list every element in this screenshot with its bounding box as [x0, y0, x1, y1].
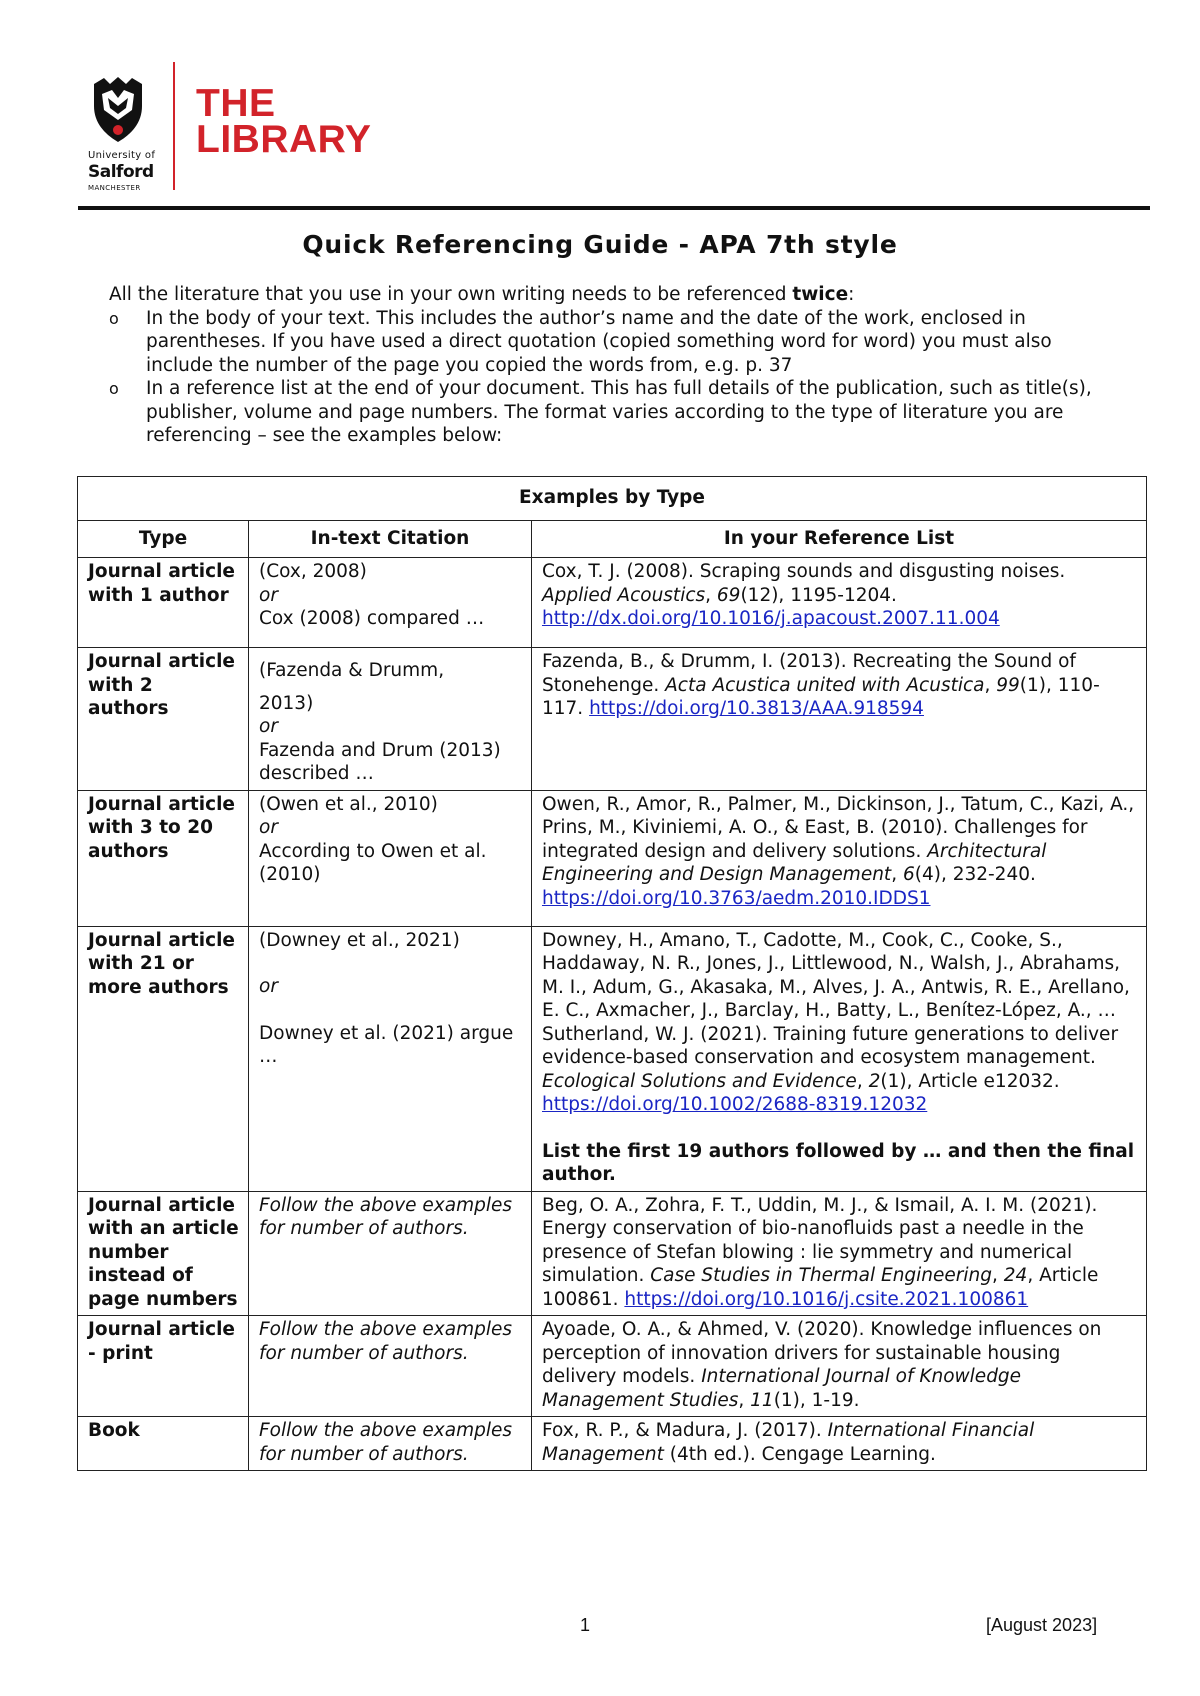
reference-text: Fazenda, B., & Drumm, I. (2013). Recreating the Sound of Stonehenge.: [542, 651, 1076, 696]
university-name-line3: MANCHESTER: [88, 184, 141, 192]
reference-sep: ,: [891, 864, 903, 885]
row-type: Journal article with 1 author: [78, 558, 249, 648]
header-citation: In-text Citation: [249, 520, 532, 558]
row-type: Journal article with an article number instead of page numbers: [78, 1191, 249, 1316]
doi-link[interactable]: https://doi.org/10.1016/j.csite.2021.100861: [624, 1288, 1029, 1310]
citation-or: or: [259, 817, 278, 838]
table-row: [78, 1316, 1147, 1417]
reference-volume: 69: [716, 584, 741, 606]
header-type: Type: [78, 520, 249, 558]
row-reference: [532, 926, 1147, 1191]
reference-spacer: [542, 1117, 1137, 1140]
doi-link[interactable]: https://doi.org/10.3813/AAA.918594: [589, 698, 924, 719]
reference-entry: [542, 929, 1137, 1117]
reference-text: Cox, T. J. (2008). Scraping sounds and disgusting noises.: [542, 561, 1066, 582]
header-divider: [173, 62, 175, 190]
intro-bullet-text: In the body of your text. This includes the author’s name and the date of the work, enclosed in parentheses. If you have used a direct quotation (copied something word for word) you must also include the number of the page you copied the words from, e.g. p. 37: [146, 307, 1052, 376]
citation-line: Cox (2008) compared …: [259, 608, 485, 629]
row-type: Journal article with 3 to 20 authors: [78, 790, 249, 926]
footer-date: [August 2023]: [986, 1615, 1098, 1635]
reference-text: Downey, H., Amano, T., Cadotte, M., Cook, C., Cooke, S., Haddaway, N. R., Jones, J., Littlewood, N., Walsh, J., Abrahams, M. I., Adum, G., Akasaka, M., Alves, J. A., Antwis, R. E., Arellano, E. C., Axmacher, J., Barclay, H., Batty, L., Benítez-López, A., … Sutherland, W. J. (2021). Training future generations to deliver evidence-based conservation and ecosystem management.: [542, 929, 1130, 1068]
header-reference: In your Reference List: [532, 520, 1147, 558]
table-row: [78, 926, 1147, 1191]
library-wordmark-line1: THE: [196, 82, 276, 125]
bullet-icon: o: [109, 379, 119, 398]
doi-link[interactable]: https://doi.org/10.1002/2688-8319.12032: [542, 1094, 928, 1115]
intro-bullet: [109, 307, 1099, 378]
citation-line: According to Owen et al. (2010): [259, 840, 487, 885]
library-wordmark-line2: LIBRARY: [196, 118, 372, 161]
reference-sep: ,: [856, 1070, 869, 1092]
row-reference: [532, 1316, 1147, 1417]
reference-book-title: International Financial Management: [542, 1420, 1035, 1465]
table-row: [78, 790, 1147, 926]
citation-or: or: [259, 716, 278, 737]
table-caption: Examples by Type: [78, 477, 1147, 521]
table-row: [78, 558, 1147, 648]
table-row: [78, 1191, 1147, 1316]
reference-journal: Architectural Engineering and Design Management: [542, 840, 1047, 885]
reference-volume: 2: [868, 1070, 881, 1092]
reference-journal: Applied Acoustics: [542, 584, 706, 606]
citation-line: (Fazenda & Drumm,: [259, 660, 445, 681]
row-type: Journal article - print: [78, 1316, 249, 1417]
university-logo: [88, 76, 158, 196]
reference-journal: Case Studies in Thermal Engineering: [650, 1265, 993, 1286]
reference-sep: ,: [992, 1265, 1004, 1286]
citation-line: (Cox, 2008): [259, 561, 367, 582]
reference-journal: Acta Acustica united with Acustica: [665, 674, 985, 696]
reference-pages: (1), 1-19.: [773, 1389, 860, 1411]
intro-lead: [109, 283, 1099, 307]
reference-publisher: (4th ed.). Cengage Learning.: [663, 1443, 936, 1465]
examples-table: [77, 476, 1147, 1471]
reference-journal: Ecological Solutions and Evidence: [542, 1070, 857, 1092]
reference-journal: International Journal of Knowledge Management Studies: [542, 1366, 1022, 1411]
citation-or: or: [259, 976, 278, 997]
university-crest-icon: [88, 76, 148, 146]
library-wordmark: [196, 82, 372, 161]
reference-pages: (1), Article e12032.: [880, 1070, 1060, 1092]
reference-volume: 6: [902, 864, 915, 885]
citation-spacer: [259, 952, 522, 975]
reference-note: List the first 19 authors followed by … and then the final author.: [542, 1140, 1135, 1185]
reference-pages: (1), 110-117.: [542, 674, 1100, 719]
intro-bullets: [109, 307, 1099, 448]
row-type: Journal article with 2 authors: [78, 648, 249, 791]
header-rule: [78, 206, 1150, 210]
reference-pages: , Article 100861.: [542, 1265, 1099, 1310]
row-citation: Follow the above examples for number of authors.: [249, 1191, 532, 1316]
table-header-row: [78, 520, 1147, 558]
row-type: Book: [78, 1417, 249, 1471]
doi-link[interactable]: https://doi.org/10.3763/aedm.2010.IDDS1: [542, 887, 931, 909]
row-citation: [249, 926, 532, 1191]
reference-sep: ,: [738, 1389, 751, 1411]
citation-or: or: [259, 584, 278, 606]
reference-sep: ,: [984, 674, 997, 696]
reference-pages: (12), 1195-1204.: [740, 584, 897, 606]
table-row: [78, 648, 1147, 791]
bullet-icon: o: [109, 308, 119, 328]
citation-line: Downey et al. (2021) argue …: [259, 1022, 514, 1067]
intro-lead-end: :: [848, 284, 855, 305]
page-header: [88, 60, 1148, 210]
university-name-line1: University of: [88, 150, 156, 161]
row-reference: [532, 790, 1147, 926]
table-row: [78, 1417, 1147, 1471]
row-type: Journal article with 21 or more authors: [78, 926, 249, 1191]
citation-line: (Downey et al., 2021): [259, 929, 460, 951]
row-reference: [532, 558, 1147, 648]
doi-link[interactable]: http://dx.doi.org/10.1016/j.apacoust.2007.11.004: [542, 608, 1000, 629]
row-reference: [532, 1191, 1147, 1316]
intro-lead-text: All the literature that you use in your own writing needs to be referenced: [109, 284, 793, 305]
reference-pages: (4), 232-240.: [914, 864, 1036, 885]
row-citation: [249, 648, 532, 791]
row-reference: [532, 1417, 1147, 1471]
intro-bullet-text: In a reference list at the end of your document. This has full details of the publication, such as title(s), publisher, volume and page numbers. The format varies according to the type of literature you are referencing – see the examples below:: [146, 378, 1092, 446]
reference-text: Fox, R. P., & Madura, J. (2017).: [542, 1420, 828, 1441]
reference-text: Beg, O. A., Zohra, F. T., Uddin, M. J., & Ismail, A. I. M. (2021). Energy conservation of bio-nanofluids past a needle in the presence of Stefan blowing : lie symmetry and numerical simulation.: [542, 1194, 1098, 1286]
citation-line: Fazenda and Drum (2013) described …: [259, 739, 501, 784]
reference-volume: 11: [750, 1389, 774, 1411]
reference-text: Owen, R., Amor, R., Palmer, M., Dickinson, J., Tatum, C., Kazi, A., Prins, M., Kiviniemi, A. O., & East, B. (2010). Challenges for integrated design and delivery solutions.: [542, 793, 1135, 862]
row-citation: Follow the above examples for number of authors.: [249, 1316, 532, 1417]
page-title: Quick Referencing Guide - APA 7th style: [302, 230, 898, 259]
intro-bullet: [109, 377, 1099, 448]
reference-text: Ayoade, O. A., & Ahmed, V. (2020). Knowledge influences on perception of innovation drivers for sustainable housing delivery models.: [542, 1319, 1102, 1387]
row-reference: [532, 648, 1147, 791]
row-citation: Follow the above examples for number of authors.: [249, 1417, 532, 1471]
page-number: 1: [580, 1615, 591, 1635]
row-citation: [249, 790, 532, 926]
reference-volume: 99: [996, 674, 1020, 696]
citation-spacer: [259, 999, 522, 1022]
citation-line: (Owen et al., 2010): [259, 793, 438, 815]
intro-section: [109, 283, 1099, 448]
table-caption-row: [78, 477, 1147, 521]
row-citation: [249, 558, 532, 648]
university-name-line2: Salford: [88, 162, 154, 182]
reference-volume: 24: [1003, 1265, 1028, 1286]
reference-sep: ,: [705, 584, 717, 606]
intro-lead-emphasis: twice: [792, 284, 849, 305]
citation-line: 2013): [259, 692, 314, 714]
